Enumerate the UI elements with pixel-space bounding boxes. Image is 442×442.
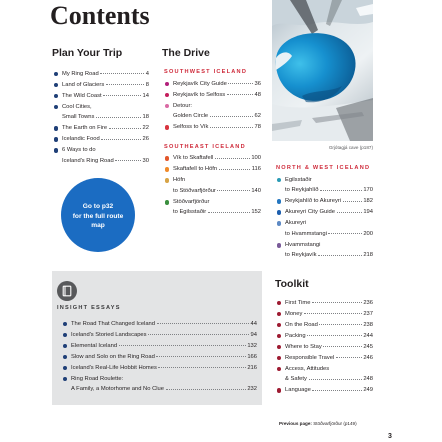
dot-leader [323, 346, 362, 347]
dot-leader [307, 335, 362, 336]
entry-title-line [71, 330, 257, 341]
toc-entry[interactable] [53, 123, 149, 134]
dot-leader [208, 212, 250, 213]
entry-title-line [62, 156, 149, 167]
bullet-dot [54, 72, 59, 77]
callout-line: for the full route [72, 212, 124, 220]
toc-entry[interactable] [164, 101, 261, 122]
bullet-dot [277, 221, 282, 226]
entry-title: & Safety [285, 376, 307, 383]
entry-title: My Ring Road [62, 70, 99, 77]
bullet-dot [277, 388, 282, 393]
bullet-dot [277, 199, 282, 204]
plan-your-trip-list [53, 69, 149, 167]
entry-title: to Stöðvarfjörður [173, 187, 216, 194]
dot-leader [166, 389, 246, 390]
bullet-dot [277, 243, 282, 248]
glacier-photo [272, 0, 373, 141]
bullet-dot [165, 156, 170, 161]
dot-leader [101, 139, 141, 140]
toc-entry[interactable] [164, 90, 261, 101]
toc-entry[interactable] [276, 218, 373, 239]
toc-entry[interactable] [276, 175, 373, 196]
entry-title-line [71, 363, 257, 374]
dot-leader [304, 313, 362, 314]
dot-leader [312, 302, 362, 303]
dot-leader [219, 169, 251, 170]
the-drive-list [164, 67, 261, 218]
entry-title: Reykjavík City Guide [173, 80, 227, 87]
entry-title-line [285, 207, 373, 218]
toc-entry[interactable] [276, 309, 373, 320]
toc-entry[interactable] [62, 330, 257, 341]
entry-title-line [173, 207, 261, 218]
bullet-dot [63, 322, 68, 327]
region-entries [164, 79, 261, 133]
dot-leader [337, 212, 363, 213]
toc-entry[interactable] [53, 69, 149, 80]
dot-leader [100, 73, 144, 74]
region-entries [276, 175, 373, 261]
entry-title-line [62, 123, 149, 134]
bullet-dot [54, 105, 59, 110]
entry-title-line [285, 309, 373, 320]
entry-page-number: 4 [145, 70, 149, 77]
entry-title-line [285, 385, 373, 396]
page-title: Contents [50, 1, 150, 30]
bullet-dot [54, 83, 59, 88]
page-number: 3 [388, 433, 392, 440]
entry-title-line [285, 298, 373, 309]
toolkit-heading: Toolkit [275, 278, 309, 290]
entry-title: Where to Stay [285, 343, 322, 350]
toc-entry[interactable] [276, 207, 373, 218]
toc-entry[interactable] [164, 164, 261, 175]
dot-leader [319, 324, 362, 325]
entry-title-line [285, 342, 373, 353]
previous-page-credit [279, 421, 357, 427]
entry-page-number: 48 [254, 91, 261, 98]
toc-entry[interactable] [164, 197, 261, 218]
entry-title: Akureyri City Guide [285, 209, 335, 216]
entry-title-line [173, 186, 261, 197]
entry-page-number: 100 [251, 155, 261, 162]
entry-title-line [285, 331, 373, 342]
book-icon [57, 281, 77, 301]
entry-page-number: 166 [247, 353, 257, 360]
toc-entry[interactable] [53, 102, 149, 123]
toc-entry[interactable] [62, 319, 257, 330]
insight-essays-list [62, 319, 257, 396]
toc-entry[interactable] [164, 175, 261, 196]
callout-line: Go to p32 [82, 203, 114, 211]
toc-entry[interactable] [276, 196, 373, 207]
bullet-dot [165, 125, 170, 130]
entry-title-line [285, 229, 373, 240]
entry-title-line [62, 80, 149, 91]
dot-leader [96, 117, 141, 118]
entry-title-line [285, 374, 373, 385]
entry-title-line [285, 353, 373, 364]
entry-page-number: 200 [363, 230, 373, 237]
bullet-dot [165, 200, 170, 205]
previous-page-label: Previous page: [279, 421, 312, 426]
entry-title: The Wild Coast [62, 92, 102, 99]
entry-title-line: Stöðvarfjörður [173, 198, 210, 205]
dot-leader [312, 390, 362, 391]
entry-title: Selfoss to Vík [173, 124, 209, 131]
entry-title: Money [285, 310, 303, 317]
entry-title: Iceland's Storied Landscapes [71, 331, 147, 338]
dot-leader [210, 116, 254, 117]
dot-leader [115, 160, 141, 161]
toc-entry[interactable] [62, 352, 257, 363]
entry-title: The Earth on Fire [62, 125, 108, 132]
entry-title: Iceland's Real-Life Hobbit Homes [71, 364, 157, 371]
toc-entry[interactable] [164, 79, 261, 90]
entry-title-line: Akureyri [285, 220, 307, 227]
entry-title: On the Road [285, 321, 318, 328]
bullet-dot [54, 148, 59, 153]
toc-entry[interactable] [62, 363, 257, 374]
entry-title: to Hvammstangi [285, 230, 327, 237]
entry-title: to Reykjavík [285, 252, 317, 259]
entry-page-number: 36 [254, 80, 261, 87]
entry-title-line [285, 320, 373, 331]
entry-page-number: 246 [363, 354, 373, 361]
entry-title-line: Detour: [173, 102, 193, 109]
entry-title: Responsible Travel [285, 354, 335, 361]
entry-title: to Egilsstaðir [173, 209, 207, 216]
entry-page-number: 232 [247, 386, 257, 393]
glacier-photo-image [272, 0, 373, 141]
dot-leader [343, 201, 362, 202]
bullet-dot [165, 82, 170, 87]
entry-page-number: 140 [251, 187, 261, 194]
entry-page-number: 249 [363, 387, 373, 394]
toc-entry[interactable] [53, 91, 149, 102]
entry-page-number: 44 [250, 320, 257, 327]
toc-entry[interactable] [276, 298, 373, 309]
entry-title-line [62, 112, 149, 123]
region-heading: SOUTHWEST ICELAND [164, 69, 248, 75]
entry-page-number: 78 [254, 124, 261, 131]
dot-leader [106, 84, 145, 85]
toc-entry[interactable] [53, 80, 149, 91]
dot-leader [227, 94, 253, 95]
entry-page-number: 132 [247, 342, 257, 349]
bullet-dot [277, 356, 282, 361]
entry-title: Land of Glaciers [62, 81, 105, 88]
bullet-dot [165, 93, 170, 98]
toc-entry[interactable] [62, 341, 257, 352]
entry-page-number: 152 [251, 209, 261, 216]
bullet-dot [165, 104, 170, 109]
toc-entry[interactable] [276, 353, 373, 364]
dot-leader [318, 255, 362, 256]
insight-essays-panel [52, 271, 262, 405]
toc-entry[interactable] [53, 134, 149, 145]
dot-leader [148, 334, 249, 335]
entry-title: to Reykjahlíð [285, 187, 319, 194]
entry-title: Golden Circle [173, 113, 209, 120]
region-heading: SOUTHEAST ICELAND [164, 143, 246, 150]
toolkit-list [276, 298, 373, 396]
bullet-dot [63, 333, 68, 338]
bullet-dot [277, 301, 282, 306]
dot-leader [215, 158, 250, 159]
bullet-dot [54, 126, 59, 131]
dot-leader [103, 95, 141, 96]
entry-title-line: 6 Ways to do [62, 147, 96, 154]
entry-title-line [285, 196, 373, 207]
entry-title: A Family, a Motorhome and No Clue [71, 386, 165, 393]
entry-title-line [173, 122, 261, 133]
entry-title-line: Egilsstaðir [285, 176, 312, 183]
entry-page-number: 245 [363, 343, 373, 350]
entry-page-number: 8 [145, 81, 149, 88]
toc-entry[interactable] [164, 153, 261, 164]
route-map-callout[interactable] [61, 178, 135, 252]
dot-leader [119, 345, 246, 346]
toc-entry[interactable] [276, 320, 373, 331]
callout-line: map [91, 222, 105, 230]
entry-page-number: 238 [363, 321, 373, 328]
dot-leader [328, 233, 362, 234]
entry-page-number: 170 [363, 187, 373, 194]
toc-entry[interactable] [276, 364, 373, 385]
bullet-dot [63, 366, 68, 371]
entry-title-line: Hvammstangi [285, 241, 321, 248]
entry-page-number: 30 [142, 157, 149, 164]
dot-leader [309, 379, 363, 380]
bullet-dot [54, 137, 59, 142]
bullet-dot [277, 345, 282, 350]
dot-leader [156, 356, 246, 357]
dot-leader [336, 357, 362, 358]
region-heading: NORTH & WEST ICELAND [276, 165, 371, 171]
entry-title-line: Höfn [173, 177, 186, 184]
entry-page-number: 94 [250, 331, 257, 338]
entry-title: Slow and Solo on the Ring Road [71, 353, 155, 360]
entry-title: Packing [285, 332, 306, 339]
entry-page-number: 14 [142, 92, 149, 99]
north-west-section [276, 163, 373, 261]
entry-title-line: Access, Attitudes [285, 365, 330, 372]
region-entries [164, 153, 261, 218]
dot-leader [217, 190, 250, 191]
bullet-dot [277, 323, 282, 328]
toc-entry[interactable] [276, 342, 373, 353]
bullet-dot [277, 312, 282, 317]
entry-page-number: 62 [254, 113, 261, 120]
entry-page-number: 237 [363, 310, 373, 317]
toc-entry[interactable] [276, 331, 373, 342]
dot-leader [210, 127, 253, 128]
toc-entry[interactable] [53, 145, 149, 166]
bullet-dot [63, 377, 68, 382]
entry-title-line [173, 153, 261, 164]
plan-your-trip-heading: Plan Your Trip [52, 47, 123, 59]
entry-title-line [71, 341, 257, 352]
entry-page-number: 244 [363, 332, 373, 339]
bullet-dot [63, 344, 68, 349]
entry-title: Vík to Skaftafell [173, 155, 214, 162]
dot-leader [157, 323, 250, 324]
entry-title-line [62, 69, 149, 80]
bullet-dot [277, 210, 282, 215]
previous-page-text: Stöðvarfjörður (p149) [313, 421, 357, 426]
entry-page-number: 248 [363, 376, 373, 383]
bullet-dot [277, 178, 282, 183]
bullet-dot [277, 367, 282, 372]
entry-title-line [173, 79, 261, 90]
entry-title: Language [285, 387, 311, 394]
dot-leader [228, 83, 253, 84]
entry-title-line: Cool Cities, [62, 103, 92, 110]
entry-title-line [71, 352, 257, 363]
entry-title-line [173, 164, 261, 175]
entry-page-number: 194 [363, 209, 373, 216]
entry-title-line [62, 91, 149, 102]
entry-title: Elemental Iceland [71, 342, 118, 349]
entry-title-line [62, 134, 149, 145]
insight-essays-heading: INSIGHT ESSAYS [57, 305, 121, 311]
entry-page-number: 18 [142, 114, 149, 121]
entry-title: Small Towns [62, 114, 95, 121]
bullet-dot [165, 167, 170, 172]
entry-title: Skaftafell to Höfn [173, 166, 218, 173]
bullet-dot [63, 355, 68, 360]
entry-page-number: 116 [251, 166, 261, 173]
entry-title: Iceland's Ring Road [62, 157, 114, 164]
toc-entry[interactable] [276, 240, 373, 261]
entry-page-number: 216 [247, 364, 257, 371]
entry-title: First Time [285, 299, 311, 306]
entry-page-number: 26 [142, 136, 149, 143]
dot-leader [109, 128, 142, 129]
entry-page-number: 22 [142, 125, 149, 132]
entry-title: Reykjavík to Selfoss [173, 91, 226, 98]
entry-title-line [285, 185, 373, 196]
entry-title-line [173, 90, 261, 101]
entry-title: The Road That Changed Iceland [71, 320, 156, 327]
entry-page-number: 236 [363, 299, 373, 306]
entry-title: Icelandic Food [62, 136, 100, 143]
entry-title-line [71, 319, 257, 330]
photo-caption: Grjótagjá cave (p187) [328, 145, 373, 150]
entry-page-number: 182 [363, 198, 373, 205]
dot-leader [320, 190, 362, 191]
toc-entry[interactable] [276, 385, 373, 396]
the-drive-heading: The Drive [162, 47, 210, 59]
entry-title-line: Ring Road Roulette: [71, 375, 124, 382]
entry-page-number: 218 [363, 252, 373, 259]
entry-title-line [173, 111, 261, 122]
entry-title: Reykjahlíð to Akureyri [285, 198, 342, 205]
toc-entry[interactable] [62, 374, 257, 395]
bullet-dot [54, 94, 59, 99]
toc-entry[interactable] [164, 122, 261, 133]
bullet-dot [277, 334, 282, 339]
entry-title-line [71, 384, 257, 395]
entry-title-line [285, 250, 373, 261]
dot-leader [158, 367, 246, 368]
bullet-dot [165, 178, 170, 183]
